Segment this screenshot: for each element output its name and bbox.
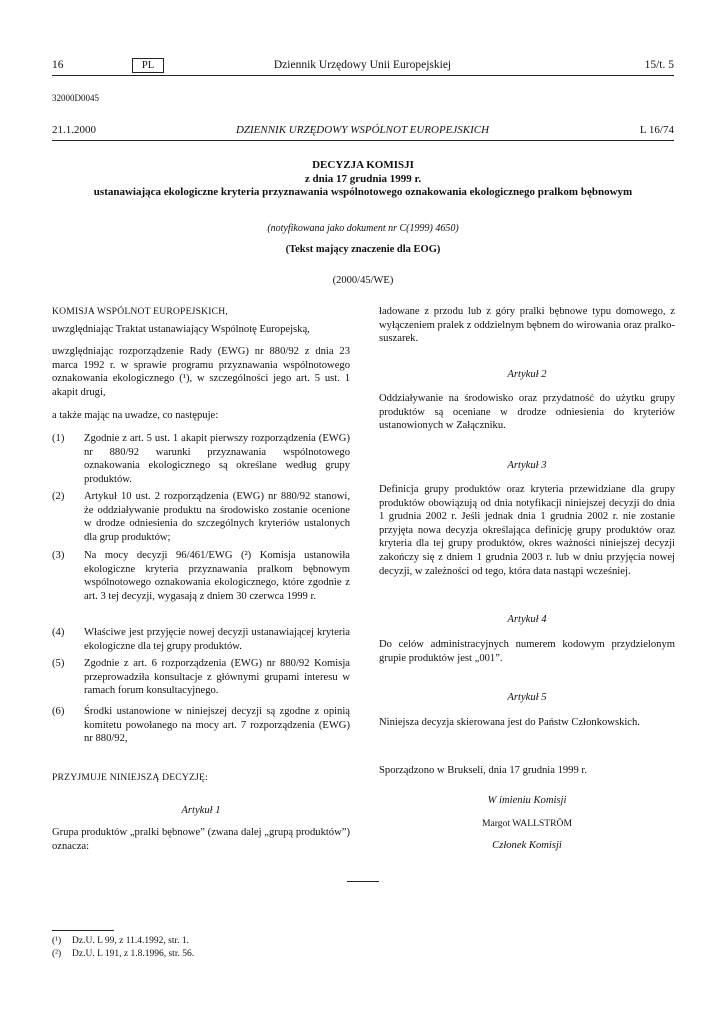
footnote-number: (²) (52, 949, 62, 959)
article-5-heading: Artykuł 5 (507, 692, 547, 703)
article-1-block (52, 804, 350, 818)
oj-rule (52, 140, 674, 141)
notification-note: (notyfikowana jako dokument nr C(1999) 4650) (267, 223, 459, 234)
recital (52, 432, 350, 486)
article-5-text: Niniejsza decyzja skierowana jest do Państw Członkowskich. (379, 717, 640, 728)
right-column (379, 305, 675, 346)
recital (52, 657, 350, 698)
adoption-block (52, 771, 350, 785)
article-5-block (379, 691, 675, 705)
article-5-text-block (379, 716, 675, 730)
header-rule (52, 75, 674, 76)
recital (52, 705, 350, 746)
recital-text: Artykuł 10 ust. 2 rozporządzenia (EWG) nr 880/92 stanowi, że oddziaływanie produktu na środowisko zostanie ocenione w drodze odniesienia do szczególnych kryteriów ustalonych dla grup produktów; (84, 491, 350, 543)
article-2-text-block (379, 392, 675, 433)
article-2-text: Oddziaływanie na środowisko oraz przydatność do użytku grupy produktów są oceniane w drodze odniesienia do kryteriów ustanowionych w Załączniku. (379, 393, 675, 432)
recital-text: Środki ustanowione w niniejszej decyzji są zgodne z opinią komitetu powołanego na mocy art. 7 rozporządzenia (EWG) nr 880/92, (84, 706, 350, 745)
whereas-intro: a także mając na uwadze, co następuje: (52, 410, 219, 421)
recital-number: (1) (52, 433, 65, 444)
having-regard-treaty-block (52, 323, 350, 337)
signatory-block (379, 817, 675, 831)
document-code: 32000D0045 (52, 93, 99, 103)
article-1-text: Grupa produktów „pralki bębnowe” (zwana dalej „grupą produktów”) oznacza: (52, 827, 350, 852)
footnote (52, 948, 194, 961)
title-line-subject: ustanawiająca ekologiczne kryteria przyznawania wspólnotowego oznakowania ekologicznego pralkom bębnowym (93, 186, 633, 198)
volume-number: 15/t. 5 (644, 59, 674, 71)
recital-text: Zgodnie z art. 6 rozporządzenia (EWG) nr 880/92 Komisja przeprowadziła konsultacje z głównymi grupami interesu w ramach forum konsultacyjnego. (84, 658, 350, 697)
recital-text: Na mocy decyzji 96/461/EWG (²) Komisja ustanowiła ekologiczne kryteria przyznawania pralkom bębnowym wspólnotowego oznakowania ekologicznego, które zgodnie z art. 3 tej decyzji, wygasają z dniem 30 czerwca 1999 r. (84, 550, 350, 602)
article-1-text-block (52, 826, 350, 853)
recital-text: Zgodnie z art. 5 ust. 1 akapit pierwszy rozporządzenia (EWG) nr 880/92 warunki przyznawania wspólnotowego oznakowania ekologicznego są określane według grupy produktów. (84, 433, 350, 485)
recital-number: (5) (52, 658, 65, 669)
article-3-block (379, 459, 675, 473)
recital (52, 549, 350, 603)
recital-text: Właściwe jest przyjęcie nowej decyzji ustanawiającej kryteria ekologiczne dla tej grupy produktów. (84, 627, 350, 652)
recital (52, 490, 350, 544)
language-badge: PL (132, 58, 164, 73)
footnote-number: (¹) (52, 936, 62, 946)
issuing-authority: KOMISJA WSPÓLNOT EUROPEJSKICH, (52, 306, 228, 317)
left-column (52, 305, 350, 319)
article-4-text-block (379, 638, 675, 665)
article-4-block (379, 613, 675, 627)
article-3-heading: Artykuł 3 (507, 460, 547, 471)
whereas-block (52, 409, 350, 423)
article-1-heading: Artykuł 1 (181, 805, 221, 816)
recital-number: (3) (52, 550, 65, 561)
oj-date: 21.1.2000 (52, 124, 96, 136)
having-regard-regulation: uwzględniając rozporządzenie Rady (EWG) nr 880/92 z dnia 23 marca 1992 r. w sprawie programu przyznawania wspólnotowego oznakowania ekologicznego (¹), w szczególności jego art. 5 ust. 1 akapit drugi, (52, 346, 350, 398)
having-regard-regulation-block (52, 345, 350, 399)
oj-reference: L 16/74 (639, 124, 674, 136)
recital (52, 626, 350, 653)
article-3-text-block (379, 483, 675, 578)
signature-block (379, 794, 675, 808)
journal-title: Dziennik Urzędowy Unii Europejskiej (273, 59, 452, 71)
signatory-role-block (379, 839, 675, 853)
title-line-date: z dnia 17 grudnia 1999 r. (304, 172, 422, 185)
footnote-rule (52, 930, 114, 931)
footnote-text: Dz.U. L 99, z 11.4.1992, str. 1. (72, 936, 189, 946)
signatory-name: Margot WALLSTRÖM (482, 818, 572, 829)
article-3-text: Definicja grupy produktów oraz kryteria przewidziane dla grupy produktów obowiązują od dnia notyfikacji niniejszej decyzji do dnia 1 grudnia 2002 r. Jeśli jednak dnia 1 grudnia 2002 r. nie zostanie przyjęta nowa decyzja określająca definicję grupy produktów oraz kryteria dla tej grupy produktów, okres ważności niniejszej decyzji zakończy się z dniem 1 grudnia 2003 r. lub w dniu przyjęcia nowej decyzji, w zależności od tego, która data nastąpi wcześniej. (379, 484, 675, 577)
title-line-decision: DECYZJA KOMISJI (312, 159, 414, 171)
adoption-formula: PRZYJMUJE NINIEJSZĄ DECYZJĘ: (52, 772, 208, 783)
article-1-continuation: ładowane z przodu lub z góry pralki bębnowe typu domowego, z wyłączeniem pralek z oddzielnym bębnem do wirowania oraz pralko-suszarek. (379, 306, 675, 345)
done-at: Sporządzono w Brukseli, dnia 17 grudnia 1999 r. (379, 765, 588, 776)
article-4-text: Do celów administracyjnych numerem kodowym przydzielonym grupie produktów jest „001”. (379, 639, 675, 664)
article-4-heading: Artykuł 4 (507, 614, 547, 625)
recital-number: (4) (52, 627, 65, 638)
having-regard-treaty: uwzględniając Traktat ustanawiający Wspólnotę Europejską, (52, 324, 310, 335)
signatory-role: Członek Komisji (492, 840, 562, 851)
oj-title: DZIENNIK URZĘDOWY WSPÓLNOT EUROPEJSKICH (235, 124, 490, 136)
article-2-block (379, 368, 675, 382)
decision-title (52, 159, 674, 200)
footnote-text: Dz.U. L 191, z 1.8.1996, str. 56. (72, 949, 195, 959)
page-number: 16 (52, 59, 64, 71)
end-separator (347, 881, 379, 882)
for-commission: W imieniu Komisji (487, 795, 567, 806)
done-at-block (379, 764, 675, 778)
recital-number: (2) (52, 491, 65, 502)
article-2-heading: Artykuł 2 (507, 369, 547, 380)
decision-number: (2000/45/WE) (332, 275, 394, 286)
footnote (52, 935, 189, 948)
eea-relevance: (Tekst mający znaczenie dla EOG) (285, 244, 441, 255)
recital-number: (6) (52, 706, 65, 717)
